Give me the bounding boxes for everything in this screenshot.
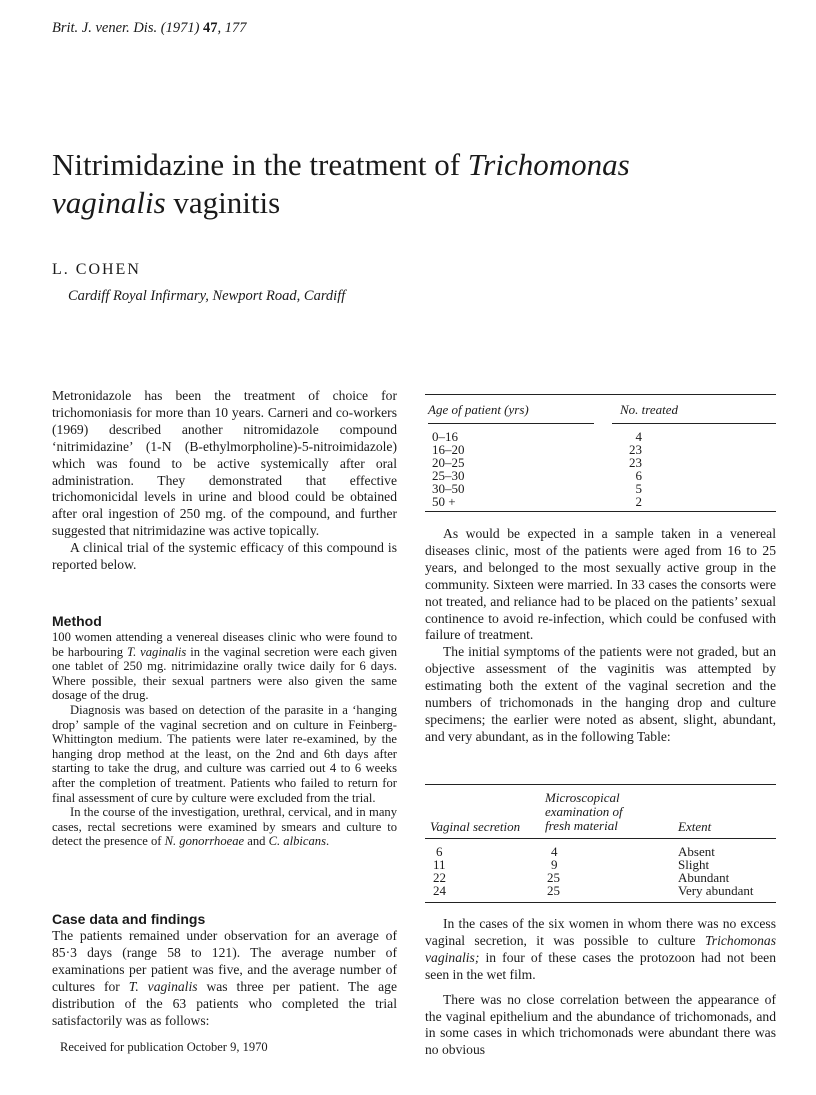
table-cell: 2	[635, 494, 642, 509]
results-paragraph-1: As would be expected in a sample taken in a venereal diseases clinic, most of the patients were aged from 16 to 25 years, and belonged to the most sexually active group in the community. Sixteen were married. In 33 cases the consorts were not treated, and reliance had to be placed on the patients’ sexual continence to avoid re-infection, which could be confused with failure of treatment.	[425, 526, 776, 643]
table2-header-rule	[425, 838, 776, 839]
intro-paragraph-2: A clinical trial of the systemic efficacy of this compound is reported below.	[52, 540, 397, 573]
method-paragraph-2: Diagnosis was based on detection of the parasite in a ‘hanging drop’ sample of the vaginal secretion and on culture in Feinberg-Whittington medium. The patients were later re-examined, by the hanging drop method at the least, on the 2nd and 6th days after starting to take the drug, and culture was carried out 4 to 6 weeks after the completion of treatment. Patients who failed to return for final assessment of cure by culture were excluded from the trial.	[52, 702, 397, 805]
method-section	[52, 612, 397, 849]
table1-bottom-rule	[425, 511, 776, 512]
results-paragraph-4: There was no close correlation between the appearance of the vaginal epithelium and the abundance of trichomonads, and in some cases in which trichomonads were abundant there was no obvious	[425, 991, 776, 1058]
table1-header-treated: No. treated	[620, 402, 679, 417]
results-paragraph-3: In the cases of the six women in whom there was no excess vaginal secretion, it was possible to culture Trichomonas vaginalis; in four of these cases the protozoon had not been seen in the wet film.	[425, 916, 776, 982]
table-cell: 20–25	[432, 455, 465, 470]
case-heading: Case data and findings	[52, 911, 206, 927]
table-cell: 6	[635, 468, 642, 483]
table2-header-extent: Extent	[678, 819, 712, 834]
case-section	[52, 910, 397, 1029]
method-paragraph-3: In the course of the investigation, urethral, cervical, and in many cases, rectal secretions were examined by smears and culture to detect the presence of N. gonorrhoeae and C. albicans.	[52, 805, 397, 849]
table-cell: Slight	[678, 857, 710, 872]
table-cell: 4	[635, 429, 642, 444]
table-cell: 4	[551, 844, 558, 859]
table1-top-rule	[425, 394, 776, 395]
method-heading: Method	[52, 613, 102, 629]
table-cell: 25–30	[432, 468, 465, 483]
table-cell: 24	[433, 883, 446, 898]
table-cell: 30–50	[432, 481, 465, 496]
table2-header-microscopical: Microscopical examination of fresh material	[545, 790, 623, 833]
table1-header-rule-2	[612, 423, 776, 424]
table2-header-vaginal: Vaginal secretion	[430, 819, 521, 834]
introduction	[52, 388, 397, 574]
table-cell: 6	[436, 844, 443, 859]
journal-volume: 47	[203, 20, 218, 36]
table1-header-age: Age of patient (yrs)	[428, 402, 529, 417]
intro-paragraph-1: Metronidazole has been the treatment of choice for trichomoniasis for more than 10 years. Carneri and co-workers (1969) described another nitromidazole compound ‘nitrimidazine’ (1-N (B-ethylmorpholine)-5-nitroimidazole) which was found to be active systemically after oral administration. They demonstrated that effective trichomonicidal levels in urine and blood could be obtained after oral ingestion of 250 mg. of the compound, and further suggested that nitrimidazine was active topically.	[52, 388, 397, 539]
table-cell: 25	[547, 870, 560, 885]
table-cell: 5	[635, 481, 642, 496]
table-cell: 0–16	[432, 429, 458, 444]
table-cell: 23	[629, 442, 642, 457]
table-cell: 23	[629, 455, 642, 470]
table-cell: 9	[551, 857, 558, 872]
table2-top-rule	[425, 784, 776, 785]
journal-name: Brit. J. vener. Dis.	[52, 20, 158, 36]
table-cell: 22	[433, 870, 446, 885]
method-paragraph-1: 100 women attending a venereal diseases clinic who were found to be harbouring T. vaginalis in the vaginal secretion were each given one tablet of 250 mg. nitrimidazine orally twice daily for 6 days. Where possible, their sexual partners were also given the same dosage of the drug.	[52, 630, 397, 703]
journal-citation: Brit. J. vener. Dis. (1971) 47, 177	[52, 20, 247, 36]
journal-page: 177	[224, 20, 247, 36]
table-cell: 16–20	[432, 442, 465, 457]
author-affiliation: Cardiff Royal Infirmary, Newport Road, Cardiff	[68, 288, 346, 304]
table-cell: 25	[547, 883, 560, 898]
author-name: L. COHEN	[52, 261, 141, 278]
case-paragraph-1: The patients remained under observation for an average of 85·3 days (range 58 to 121). The average number of examinations per patient was five, and the average number of cultures for T. vaginalis was three per patient. The age distribution of the 63 patients who completed the trial satisfactorily was as follows:	[52, 928, 397, 1028]
table-cell: Absent	[678, 844, 715, 859]
right-column-text-1	[425, 526, 776, 746]
table-cell: 11	[433, 857, 446, 872]
table-cell: 50 +	[432, 494, 456, 509]
table-cell: Abundant	[678, 870, 730, 885]
article-title: Nitrimidazine in the treatment of Trichomonas vaginalis vaginitis	[52, 147, 630, 220]
right-column-text-2	[425, 910, 776, 1059]
table2-bottom-rule	[425, 902, 776, 903]
table1-header-rule-1	[428, 423, 594, 424]
table-cell: Very abundant	[678, 883, 754, 898]
results-paragraph-2: The initial symptoms of the patients were not graded, but an objective assessment of the vaginitis was attempted by estimating both the extent of the vaginal secretion and the numbers of trichomonads in the hanging drop and culture specimens; the earlier were noted as absent, slight, abundant, and very abundant, as in the following Table:	[425, 644, 776, 744]
received-note: Received for publication October 9, 1970	[60, 1040, 268, 1054]
journal-year: (1971)	[160, 20, 200, 36]
